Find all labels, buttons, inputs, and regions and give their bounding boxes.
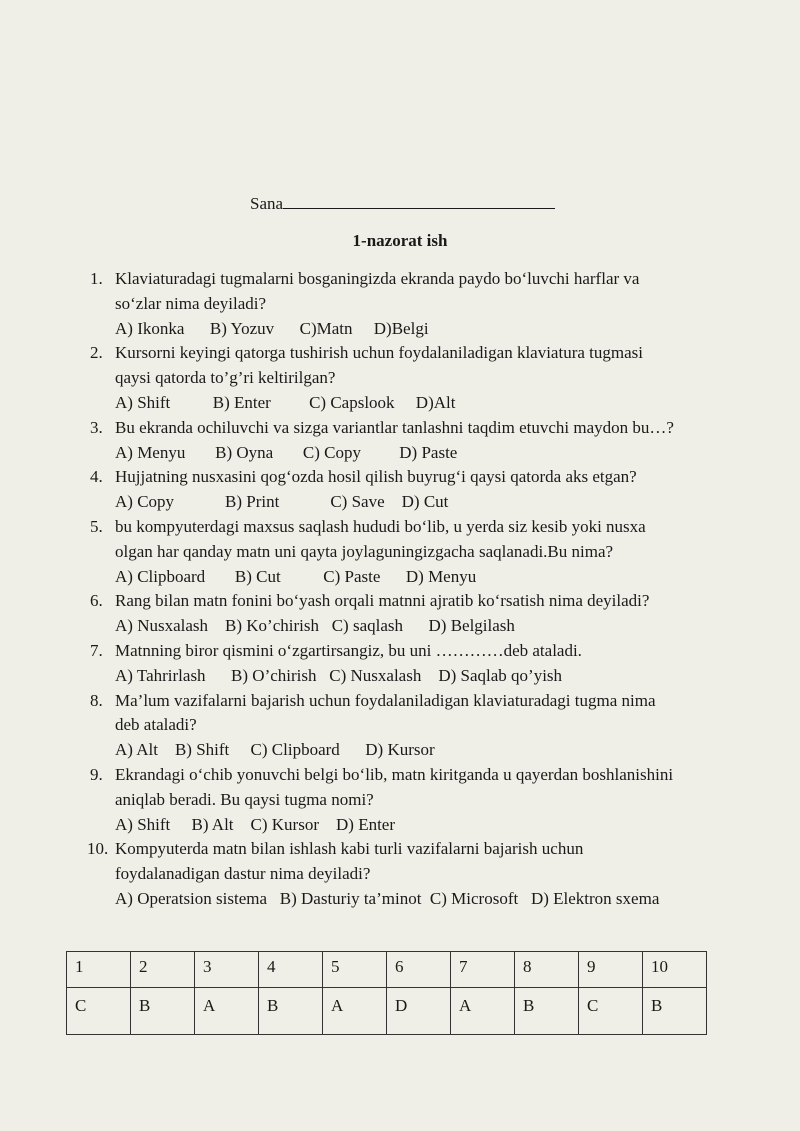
date-label: Sana <box>250 194 284 213</box>
answer-key-table <box>66 951 707 1035</box>
question-options: A) Alt B) Shift C) Clipboard D) Kursor <box>115 740 435 760</box>
answer-number-cell: 3 <box>195 952 259 988</box>
question-number: 5. <box>90 516 103 536</box>
question-text-line: Ma’lum vazifalarni bajarish uchun foydalaniladigan klaviaturadagi tugma nima <box>115 690 656 710</box>
question-text-line: Bu ekranda ochiluvchi va sizga variantlar tanlashni taqdim etuvchi maydon bu…? <box>115 417 674 437</box>
answer-number-cell: 6 <box>387 952 451 988</box>
question-text-line: Matnning biror qismini o‘zgartirsangiz, bu uni …………deb ataladi. <box>115 640 582 660</box>
answer-value-row <box>67 988 707 1035</box>
question-item <box>90 589 750 639</box>
answer-number-cell: 9 <box>579 952 643 988</box>
question-item <box>90 267 750 341</box>
question-item <box>90 341 750 415</box>
question-text-line: foydalanadigan dastur nima deyiladi? <box>115 864 371 884</box>
question-item <box>90 465 750 515</box>
answer-number-cell: 8 <box>515 952 579 988</box>
question-number: 1. <box>90 269 103 288</box>
question-item <box>90 515 750 589</box>
question-item <box>90 416 750 466</box>
question-number: 6. <box>90 591 103 611</box>
question-number: 9. <box>90 764 103 784</box>
question-text-line: qaysi qatorda to’g’ri keltirilgan? <box>115 368 336 388</box>
question-item <box>90 639 750 689</box>
question-item <box>87 837 750 911</box>
answer-value-cell: A <box>323 988 387 1035</box>
answer-number-cell: 10 <box>643 952 707 988</box>
page-title: 1-nazorat ish <box>352 231 448 250</box>
question-text-line: aniqlab beradi. Bu qaysi tugma nomi? <box>115 789 374 809</box>
answer-number-row <box>67 952 707 988</box>
question-number: 10. <box>87 839 109 859</box>
question-text-line: deb ataladi? <box>115 715 197 735</box>
answer-number-cell: 7 <box>451 952 515 988</box>
question-item <box>90 689 750 763</box>
question-text-line: Klaviaturadagi tugmalarni bosganingizda ekranda paydo bo‘luvchi harflar va <box>115 269 640 288</box>
answer-value-cell: D <box>387 988 451 1035</box>
answer-value-cell: B <box>515 988 579 1035</box>
question-list <box>87 267 750 912</box>
question-number: 3. <box>90 417 103 437</box>
answer-value-cell: A <box>451 988 515 1035</box>
date-blank-line <box>283 191 555 209</box>
answer-value-cell: C <box>579 988 643 1035</box>
question-options: A) Nusxalash B) Ko’chirish C) saqlash D) Belgilash <box>115 616 515 636</box>
question-text-line: Kompyuterda matn bilan ishlash kabi turli vazifalarni bajarish uchun <box>115 839 584 859</box>
question-options: A) Clipboard B) Cut C) Paste D) Menyu <box>115 566 477 586</box>
question-options: A) Shift B) Alt C) Kursor D) Enter <box>115 814 396 834</box>
answer-value-cell: B <box>131 988 195 1035</box>
answer-number-cell: 5 <box>323 952 387 988</box>
question-options: A) Ikonka B) Yozuv C)Matn D)Belgi <box>115 318 429 338</box>
question-text-line: Kursorni keyingi qatorga tushirish uchun foydalaniladigan klaviatura tugmasi <box>115 343 643 363</box>
question-text-line: Rang bilan matn fonini bo‘yash orqali matnni ajratib ko‘rsatish nima deyiladi? <box>115 591 650 611</box>
question-options: A) Tahrirlash B) O’chirish C) Nusxalash D) Saqlab qo’yish <box>115 665 563 685</box>
answer-number-cell: 4 <box>259 952 323 988</box>
question-options: A) Operatsion sistema B) Dasturiy ta’minot C) Microsoft D) Elektron sxema <box>115 888 660 908</box>
question-text-line: Ekrandagi o‘chib yonuvchi belgi bo‘lib, matn kiritganda u qayerdan boshlanishini <box>115 764 674 784</box>
question-item <box>90 763 750 837</box>
question-text-line: bu kompyuterdagi maxsus saqlash hududi bo‘lib, u yerda siz kesib yoki nusxa <box>115 516 646 536</box>
answer-value-cell: B <box>643 988 707 1035</box>
question-number: 7. <box>90 640 103 660</box>
answer-value-cell: C <box>67 988 131 1035</box>
date-field <box>250 191 555 216</box>
answer-value-cell: A <box>195 988 259 1035</box>
question-options: A) Copy B) Print C) Save D) Cut <box>115 492 449 512</box>
question-options: A) Menyu B) Oyna C) Copy D) Paste <box>115 442 458 462</box>
answer-number-cell: 1 <box>67 952 131 988</box>
question-number: 4. <box>90 467 103 487</box>
answer-value-cell: B <box>259 988 323 1035</box>
question-number: 2. <box>90 343 103 363</box>
answer-number-cell: 2 <box>131 952 195 988</box>
question-text-line: Hujjatning nusxasini qog‘ozda hosil qilish buyrug‘i qaysi qatorda aks etgan? <box>115 467 637 487</box>
question-options: A) Shift B) Enter C) Capslook D)Alt <box>115 392 456 412</box>
question-text-line: olgan har qanday matn uni qayta joylaguningizgacha saqlanadi.Bu nima? <box>115 541 614 561</box>
question-text-line: so‘zlar nima deyiladi? <box>115 293 267 313</box>
question-number: 8. <box>90 690 103 710</box>
